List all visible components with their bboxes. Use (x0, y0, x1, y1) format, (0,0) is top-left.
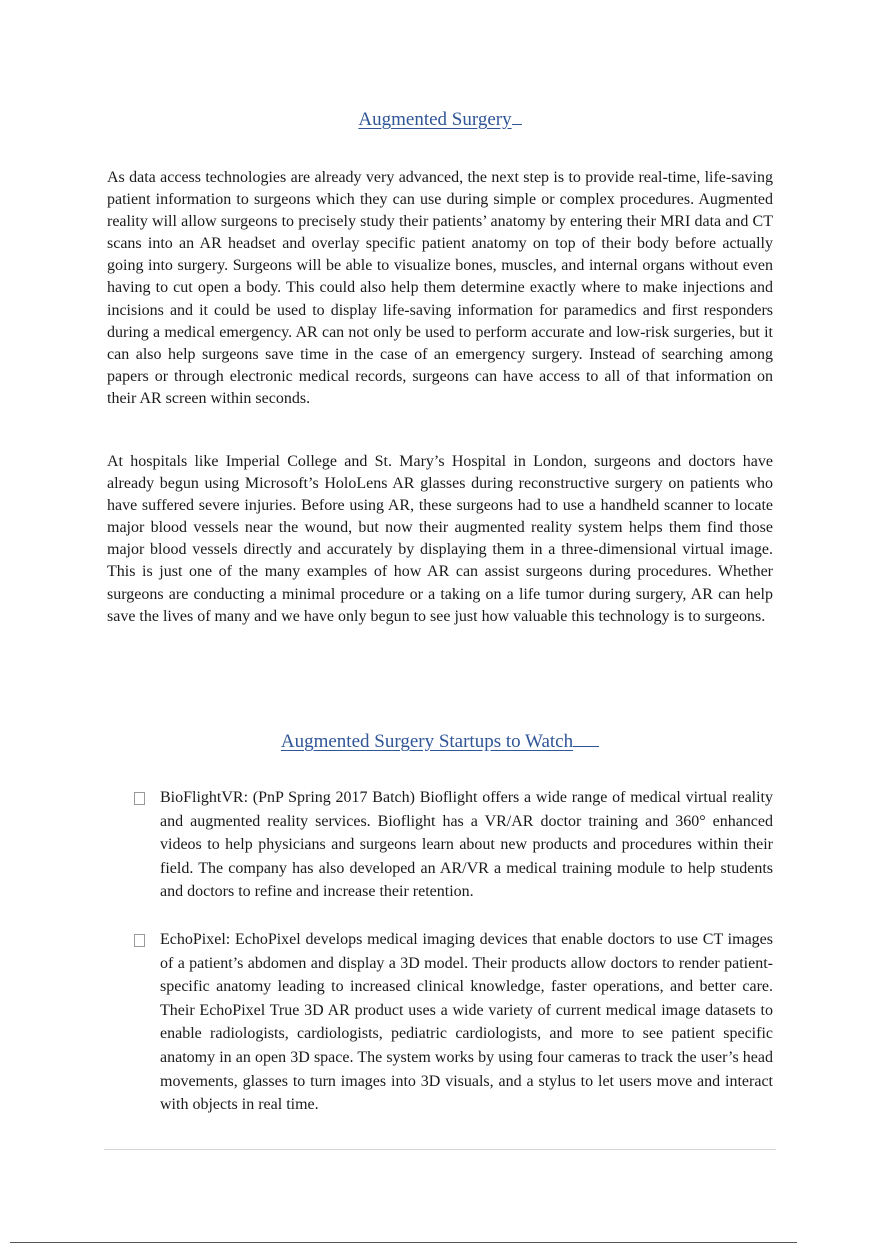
section-title-augmented-surgery (0, 108, 880, 131)
bullet-box-icon (134, 792, 145, 805)
list-item-text: EchoPixel: EchoPixel develops medical imaging devices that enable doctors to use CT images of a patient’s abdomen and display a 3D model. Their products allow doctors to render patient-specific anatomy leading to increased clinical knowledge, faster operations, and better care. Their EchoPixel True 3D AR product uses a wide variety of current medical image datasets to enable radiologists, cardiologists, pediatric cardiologists, and more to see patient specific anatomy in an open 3D space. The system works by using four cameras to track the user’s head movements, glasses to turn images into 3D visuals, and a stylus to let users move and interact with objects in real time. (160, 931, 773, 1114)
paragraph-intro: As data access technologies are already very advanced, the next step is to provide real-time, life-saving patient information to surgeons which they can use during simple or complex procedures. Augmented reality will allow surgeons to precisely study their patients’ anatomy by entering their MRI data and CT scans into an AR headset and overlay specific patient anatomy on top of their body before actually going into surgery. Surgeons will be able to visualize bones, muscles, and internal organs without even having to cut open a body. This could also help them determine exactly where to make injections and incisions and it could be used to display life-saving information for paramedics and first responders during a medical emergency. AR can not only be used to perform accurate and low-risk surgeries, but it can also help surgeons save time in the case of an emergency surgery. Instead of searching among papers or through electronic medical records, surgeons can have access to all of that information on their AR screen within seconds. (107, 169, 773, 407)
title-underline-tail (573, 730, 599, 747)
list-item-text: BioFlightVR: (PnP Spring 2017 Batch) Bioflight offers a wide range of medical virtual reality and augmented reality services. Bioflight has a VR/AR doctor training and 360° enhanced videos to help physicians and surgeons learn about new products and procedures within their field. The company has also developed an AR/VR a medical training module to help students and doctors to refine and increase their retention. (160, 789, 773, 901)
footer-divider (104, 1149, 776, 1150)
title-underline-tail (512, 108, 522, 125)
section-title-startups (0, 730, 880, 753)
bullet-box-icon (134, 934, 145, 947)
page-bottom-rule (10, 1242, 797, 1243)
section-title-text: Augmented Surgery Startups to Watch (280, 731, 574, 752)
paragraph-hospitals: At hospitals like Imperial College and St. Mary’s Hospital in London, surgeons and doctors have already begun using Microsoft’s HoloLens AR glasses during reconstructive surgery on patients who have suffered severe injuries. Before using AR, these surgeons had to use a handheld scanner to locate major blood vessels near the wound, but now their augmented reality system helps them find those major blood vessels directly and accurately by displaying them in a three-dimensional virtual image. This is just one of the many examples of how AR can assist surgeons during procedures. Whether surgeons are conducting a minimal procedure or a taking on a life tumor during surgery, AR can help save the lives of many and we have only begun to see just how valuable this technology is to surgeons. (107, 453, 773, 625)
section-title-text: Augmented Surgery (358, 109, 512, 130)
